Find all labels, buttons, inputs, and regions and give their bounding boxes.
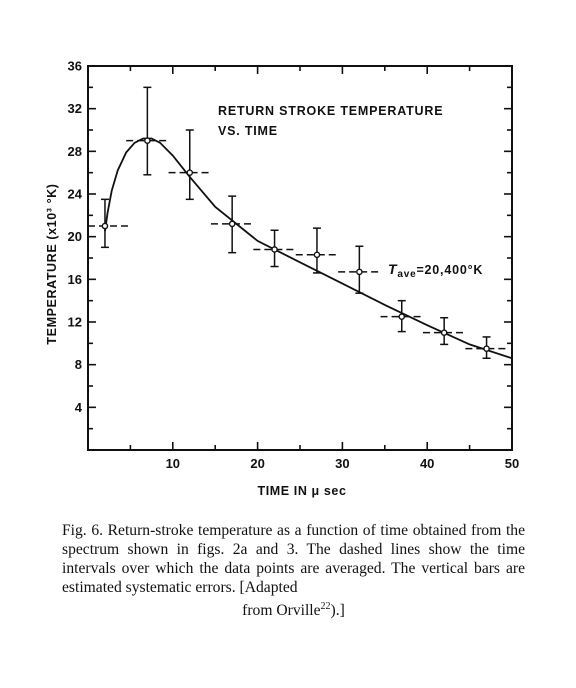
caption-body: Fig. 6. Return-stroke temperature as a function of time obtained from the spectrum shown in figs. 2a and 3. The dashed lines show the time intervals over which the data points are averaged. The vertical bars are estimated systematic errors. [Adapted [62, 522, 525, 596]
data-point [442, 330, 447, 335]
caption-tail: ).] [330, 602, 345, 620]
data-point [187, 170, 192, 175]
y-tick-label: 36 [67, 58, 82, 74]
chart-subtitle: VS. TIME [218, 124, 278, 138]
tave-value: =20,400°K [416, 263, 484, 277]
data-point [399, 314, 404, 319]
data-point-group [338, 246, 380, 293]
y-tick-label: 4 [74, 399, 82, 415]
data-point-group [211, 196, 253, 253]
x-tick-label: 50 [504, 456, 520, 471]
y-tick-label: 8 [74, 357, 82, 373]
fit-curve-group [105, 139, 512, 359]
data-point-group [169, 130, 211, 199]
x-tick-label: 20 [250, 456, 265, 471]
data-point-group [126, 87, 168, 174]
x-tick-label: 40 [419, 456, 435, 471]
data-points-group [88, 87, 508, 358]
data-point [272, 247, 277, 252]
caption-source: from Orville [242, 602, 321, 620]
data-point [145, 138, 150, 143]
data-point [357, 269, 362, 274]
fit-curve [105, 139, 512, 359]
y-tick-label: 20 [67, 229, 82, 245]
y-tick-label: 28 [67, 143, 82, 159]
chart-title: RETURN STROKE TEMPERATURE [218, 104, 444, 118]
data-point-group [296, 228, 338, 273]
y-axis-title: TEMPERATURE (x10³ °K) [45, 183, 59, 345]
x-axis-title: TIME IN μ sec [257, 484, 347, 498]
data-point [484, 346, 489, 351]
y-tick-label: 32 [67, 101, 82, 117]
y-tick-label: 24 [67, 186, 82, 202]
data-point [102, 223, 107, 228]
caption-reference: 22 [320, 601, 331, 612]
x-tick-label: 30 [335, 456, 350, 471]
plot-frame [88, 66, 512, 450]
figure-caption [62, 521, 525, 620]
tave-annotation [388, 261, 483, 280]
data-point-group [253, 230, 295, 266]
data-point [314, 252, 319, 257]
y-tick-label: 12 [67, 314, 82, 330]
caption-last-line [62, 597, 525, 620]
tave-symbol: T [388, 261, 398, 277]
y-tick-label: 16 [67, 271, 82, 287]
x-tick-label: 10 [165, 456, 181, 471]
tave-subscript: ave [397, 269, 417, 280]
data-point [230, 221, 235, 226]
